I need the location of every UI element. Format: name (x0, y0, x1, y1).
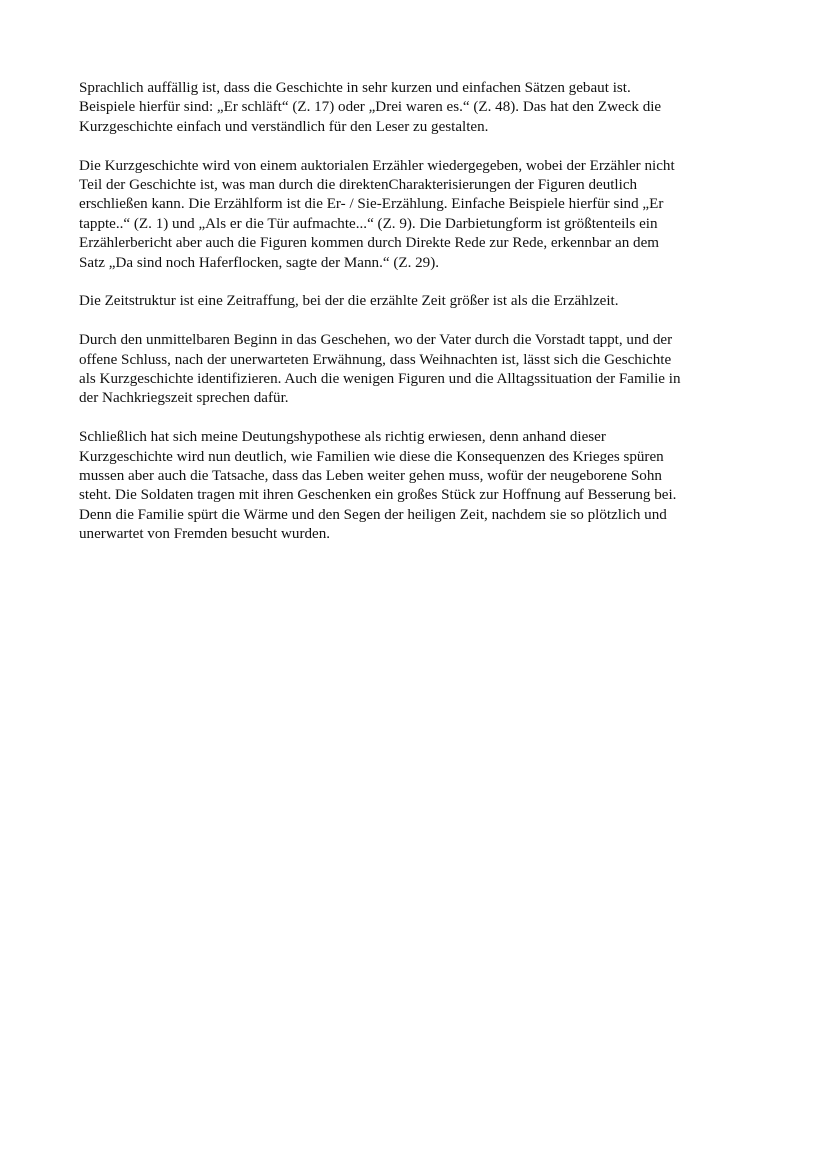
text-line: Durch den unmittelbaren Beginn in das Geschehen, wo der Vater durch die Vorstadt tappt, und der (79, 332, 673, 349)
text-line: Denn die Familie spürt die Wärme und den Segen der heiligen Zeit, nachdem sie so plötzlich und (79, 506, 667, 523)
text-line: Kurzgeschichte wird nun deutlich, wie Familien wie diese die Konsequenzen des Krieges spüren (79, 448, 664, 465)
text-line: Teil der Geschichte ist, was man durch die direktenCharakterisierungen der Figuren deutlich (79, 177, 638, 194)
text-line: steht. Die Soldaten tragen mit ihren Geschenken ein großes Stück zur Hoffnung auf Besserung bei. (79, 487, 677, 504)
text-line: unerwartet von Fremden besucht wurden. (79, 526, 331, 543)
text-line: Schließlich hat sich meine Deutungshypothese als richtig erwiesen, denn anhand dieser (79, 429, 606, 446)
text-line: Beispiele hierfür sind: „Er schläft“ (Z. 17) oder „Drei waren es.“ (Z. 48). Das hat den Zweck die (79, 99, 662, 116)
text-line: der Nachkriegszeit sprechen dafür. (79, 390, 289, 407)
paragraph-conclusion (79, 428, 747, 544)
text-line: Kurzgeschichte einfach und verständlich für den Leser zu gestalten. (79, 118, 489, 135)
text-line: offene Schluss, nach der unerwarteten Erwähnung, dass Weihnachten ist, lässt sich die Geschichte (79, 351, 672, 368)
paragraph-genre-features (79, 331, 747, 409)
document-body (79, 79, 747, 564)
paragraph-language-style (79, 79, 747, 137)
text-line: als Kurzgeschichte identifizieren. Auch die wenigen Figuren und die Alltagssituation der Familie in (79, 371, 681, 388)
text-line: Die Kurzgeschichte wird von einem auktorialen Erzähler wiedergegeben, wobei der Erzähler nicht (79, 157, 675, 174)
text-line: tappte..“ (Z. 1) und „Als er die Tür aufmachte...“ (Z. 9). Die Darbietungform ist größtenteils ein (79, 215, 658, 232)
text-line: erschließen kann. Die Erzählform ist die Er- / Sie-Erzählung. Einfache Beispiele hierfür sind „Er (79, 196, 664, 213)
text-line: Satz „Da sind noch Haferflocken, sagte der Mann.“ (Z. 29). (79, 254, 440, 271)
text-line: mussen aber auch die Tatsache, dass das Leben weiter gehen muss, wofür der neugeborene Sohn (79, 468, 662, 485)
text-line: Die Zeitstruktur ist eine Zeitraffung, bei der die erzählte Zeit größer ist als die Erzählzeit. (79, 293, 619, 310)
paragraph-narrator (79, 157, 747, 273)
paragraph-time-structure (79, 292, 747, 311)
text-line: Sprachlich auffällig ist, dass die Geschichte in sehr kurzen und einfachen Sätzen gebaut ist. (79, 80, 631, 96)
text-line: Erzählerbericht aber auch die Figuren kommen durch Direkte Rede zur Rede, erkennbar an dem (79, 235, 660, 252)
